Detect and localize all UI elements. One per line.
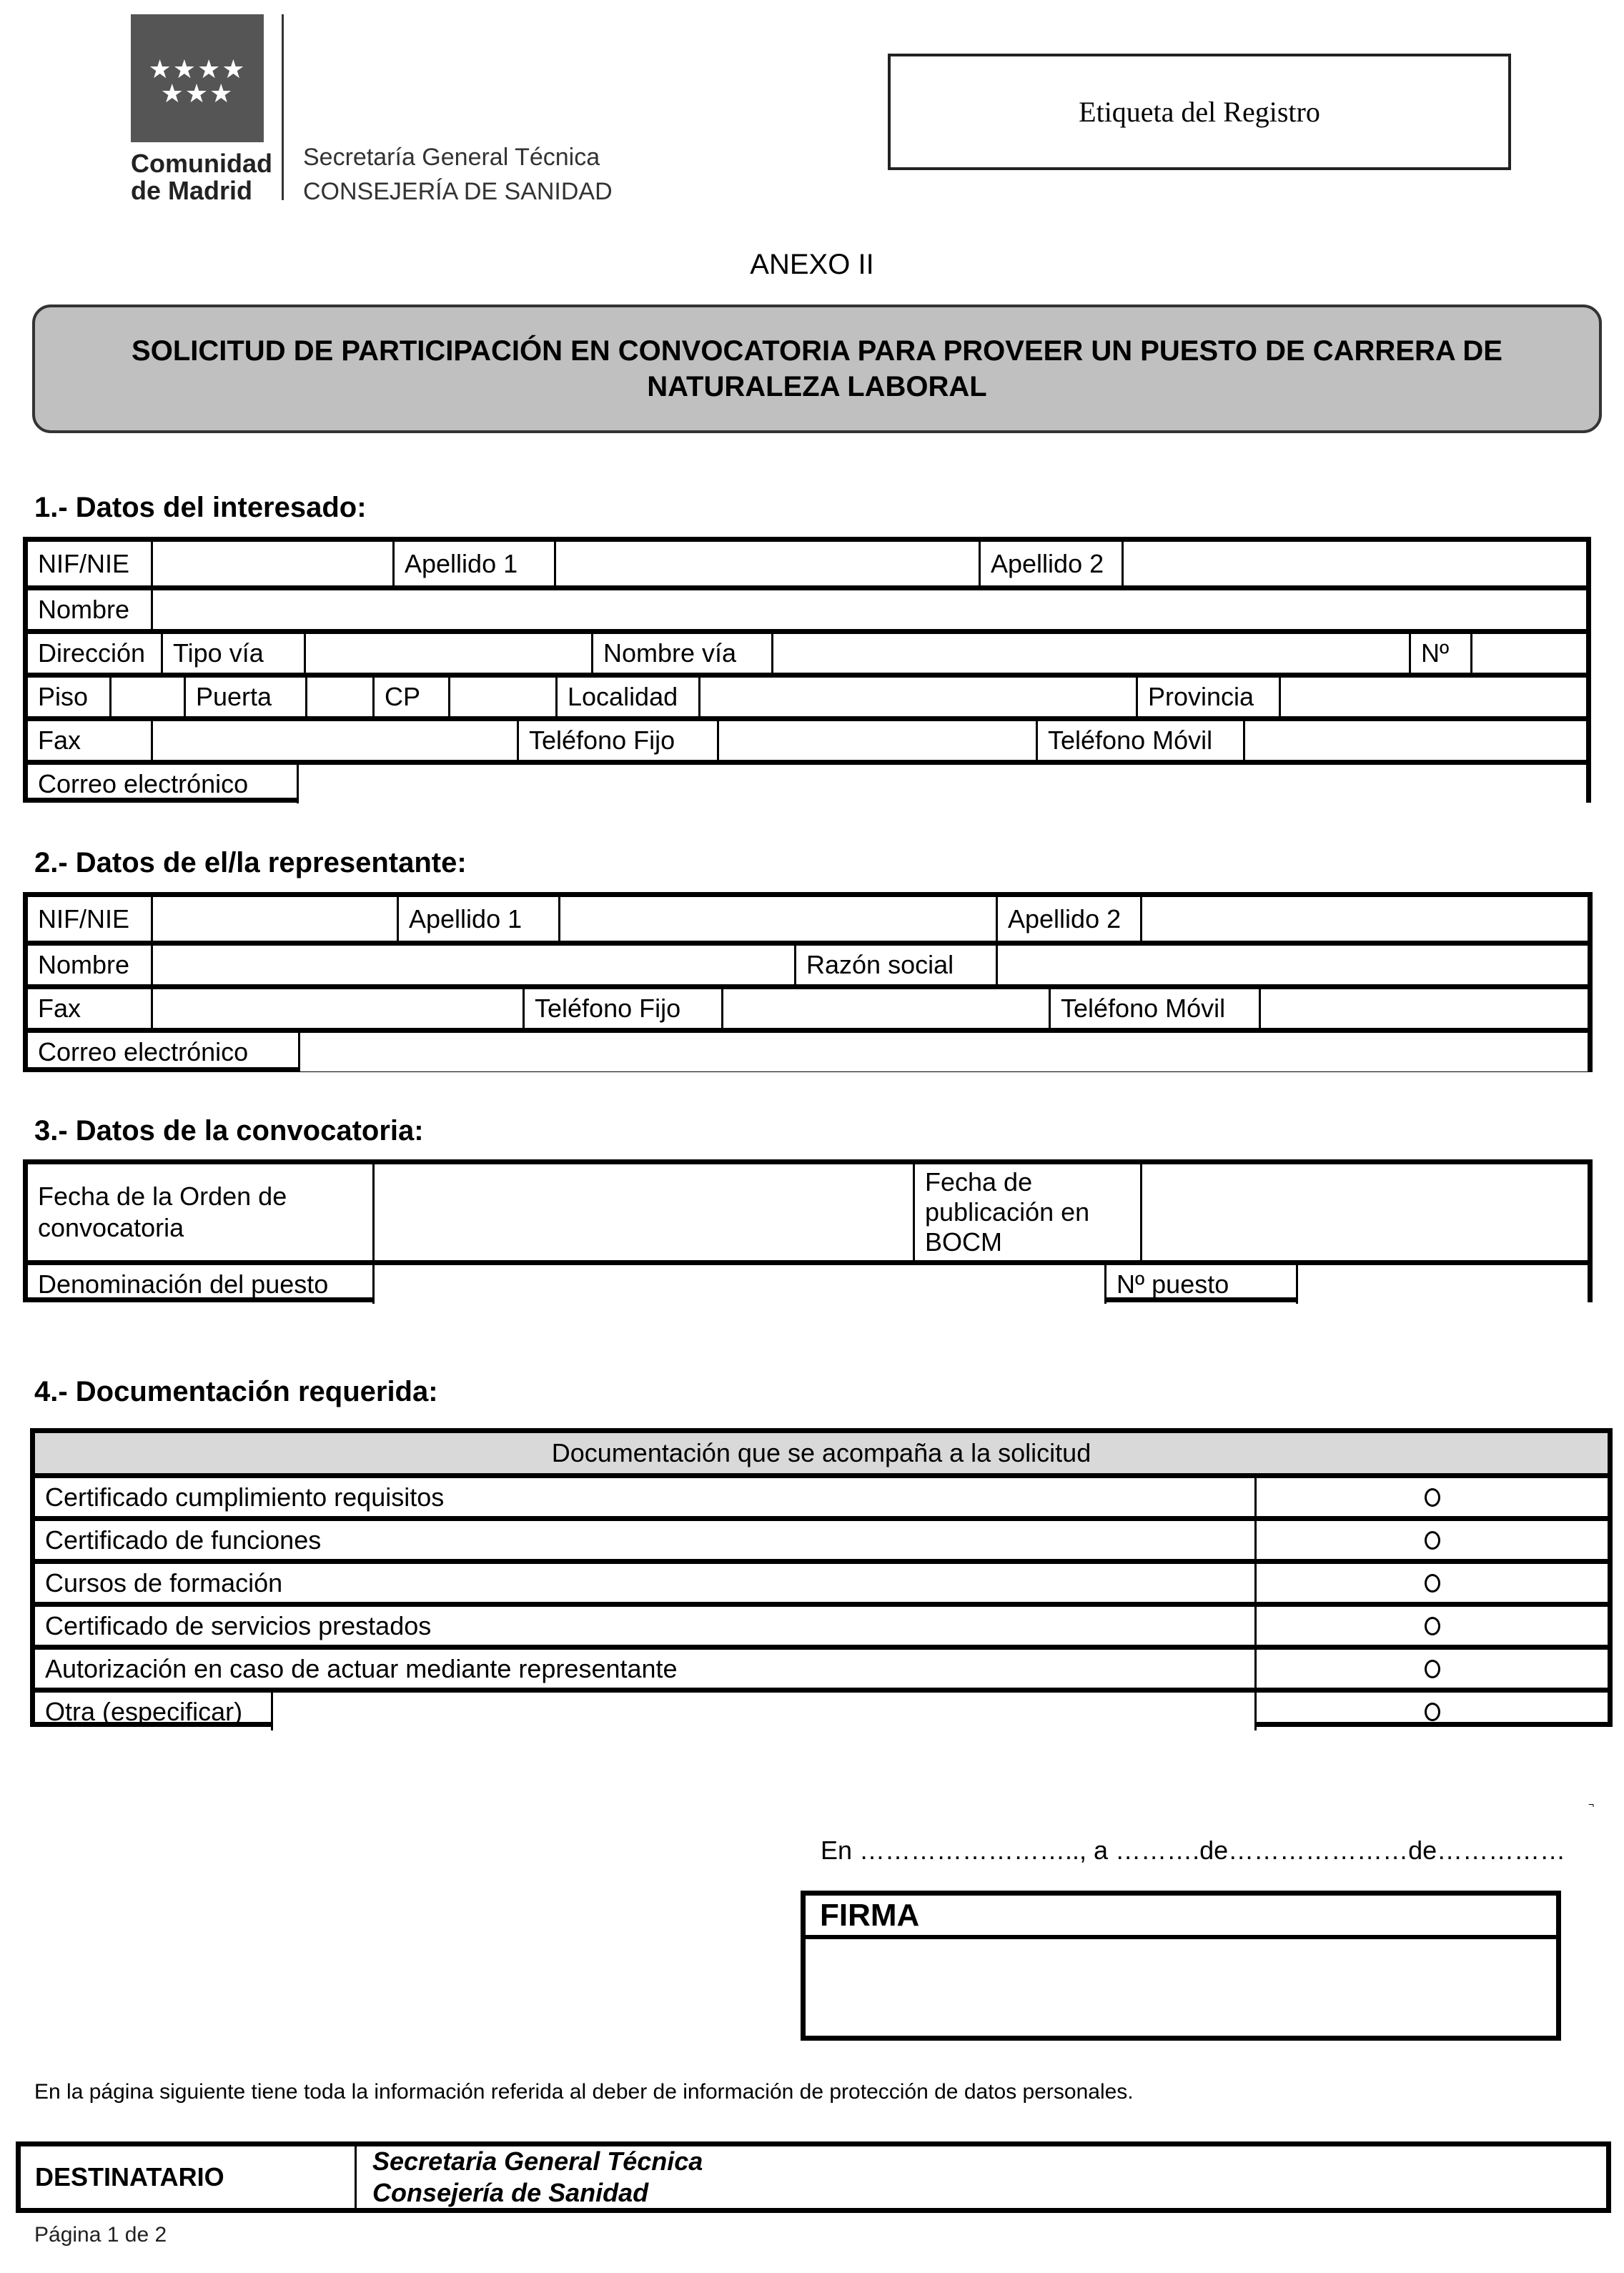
department-line-2: CONSEJERÍA DE SANIDAD	[303, 178, 613, 205]
telefono-fijo-field[interactable]	[721, 989, 1049, 1028]
label-puerta: Puerta	[184, 678, 305, 716]
destinatario-line-1: Secretaria General Técnica	[372, 2146, 703, 2176]
label-telefono-fijo: Teléfono Fijo	[523, 989, 721, 1028]
table-row	[35, 1602, 1608, 1645]
destinatario-line-2: Consejería de Sanidad	[372, 2178, 649, 2207]
radio-button[interactable]	[1425, 1660, 1440, 1678]
date-place-line[interactable]: En …………………….., a ……….de…………………de……………	[821, 1836, 1566, 1865]
puerta-field[interactable]	[305, 678, 372, 716]
table-row	[28, 984, 1588, 1028]
documentacion-table	[30, 1428, 1613, 1727]
telefono-movil-field[interactable]	[1243, 721, 1586, 760]
telefono-movil-field[interactable]	[1259, 989, 1588, 1028]
table-row	[28, 1028, 1588, 1071]
nif-field[interactable]	[151, 542, 392, 585]
doc-item-label: Certificado de funciones	[45, 1525, 322, 1555]
label-direccion: Dirección	[38, 638, 146, 668]
doc-item-radio-cell	[1254, 1693, 1608, 1730]
nif-field[interactable]	[151, 897, 397, 941]
section-4-heading: 4.- Documentación requerida:	[34, 1376, 438, 1407]
table-row	[35, 1645, 1608, 1688]
table-row	[35, 1473, 1608, 1516]
doc-item-label: Certificado de servicios prestados	[45, 1610, 432, 1640]
logo-wordmark	[131, 150, 272, 204]
cp-field[interactable]	[448, 678, 555, 716]
label-fecha-publicacion: Fecha de publicación en BOCM	[913, 1164, 1140, 1260]
section-3-heading: 3.- Datos de la convocatoria:	[34, 1115, 424, 1147]
correo-field[interactable]	[298, 1033, 1588, 1071]
table-header-row	[35, 1433, 1608, 1473]
page-title: SOLICITUD DE PARTICIPACIÓN EN CONVOCATORIA PARA PROVEER UN PUESTO DE CARRERA DE NATURALEZA LABORAL	[132, 335, 1502, 402]
convocatoria-table	[23, 1159, 1593, 1302]
table-row	[28, 941, 1588, 984]
doc-item-radio-cell	[1254, 1650, 1608, 1688]
radio-button[interactable]	[1425, 1617, 1440, 1635]
label-razon-social: Razón social	[794, 946, 996, 984]
otra-especificar-field[interactable]	[271, 1693, 1254, 1730]
corner-mark: ¬	[1588, 1798, 1595, 1810]
representante-table	[23, 892, 1593, 1072]
destinatario-value	[357, 2146, 703, 2208]
registry-label-box	[888, 54, 1511, 170]
tipo-via-field[interactable]	[304, 634, 591, 673]
piso-field[interactable]	[109, 678, 184, 716]
label-cp: CP	[372, 678, 448, 716]
section-2-heading: 2.- Datos de el/la representante:	[34, 847, 467, 878]
radio-button[interactable]	[1425, 1531, 1440, 1550]
label-fecha-orden: Fecha de la Orden de convocatoria	[38, 1182, 287, 1242]
label-denominacion: Denominación del puesto	[38, 1269, 329, 1299]
table-row	[35, 1516, 1608, 1559]
label-telefono-movil: Teléfono Móvil	[1036, 721, 1243, 760]
doc-item-label: Autorización en caso de actuar mediante representante	[45, 1653, 678, 1683]
label-nombre: Nombre	[38, 950, 130, 979]
provincia-field[interactable]	[1279, 678, 1586, 716]
correo-field[interactable]	[297, 765, 1586, 803]
section-1-heading: 1.- Datos del interesado:	[34, 492, 367, 523]
telefono-fijo-field[interactable]	[717, 721, 1036, 760]
department-name	[303, 140, 613, 209]
label-apellido2: Apellido 2	[979, 542, 1122, 585]
label-numero: Nº	[1409, 634, 1470, 673]
label-telefono-fijo: Teléfono Fijo	[517, 721, 717, 760]
registry-label-text: Etiqueta del Registro	[1079, 96, 1320, 128]
radio-button[interactable]	[1425, 1488, 1440, 1507]
label-telefono-movil: Teléfono Móvil	[1049, 989, 1259, 1028]
fecha-publicacion-field[interactable]	[1140, 1164, 1588, 1260]
apellido2-field[interactable]	[1122, 542, 1586, 585]
annex-label: ANEXO II	[750, 249, 874, 280]
fecha-orden-field[interactable]	[372, 1164, 913, 1260]
fax-field[interactable]	[151, 989, 523, 1028]
table-row	[35, 1559, 1608, 1602]
comunidad-madrid-logo	[131, 14, 264, 142]
doc-item-radio-cell	[1254, 1478, 1608, 1516]
apellido1-field[interactable]	[554, 542, 979, 585]
page-title-box	[32, 304, 1602, 433]
doc-item-radio-cell	[1254, 1521, 1608, 1559]
table-row	[28, 542, 1586, 585]
label-nif: NIF/NIE	[38, 903, 130, 934]
doc-item-radio-cell	[1254, 1607, 1608, 1645]
label-piso: Piso	[38, 682, 89, 711]
fax-field[interactable]	[151, 721, 517, 760]
interesado-table	[23, 537, 1591, 803]
radio-button[interactable]	[1425, 1703, 1440, 1721]
label-correo: Correo electrónico	[38, 1037, 249, 1066]
table-row	[28, 1164, 1588, 1260]
table-row	[28, 673, 1586, 716]
table-row	[28, 1260, 1588, 1304]
logo-line-2: de Madrid	[131, 176, 253, 205]
label-tipo-via: Tipo vía	[161, 634, 304, 673]
table-row	[28, 760, 1586, 803]
label-apellido1: Apellido 1	[392, 542, 554, 585]
logo-divider	[282, 14, 284, 200]
apellido1-field[interactable]	[558, 897, 996, 941]
table-row	[28, 716, 1586, 760]
nombre-field[interactable]	[151, 946, 794, 984]
table-row	[28, 629, 1586, 673]
doc-item-label: Otra (especificar)	[45, 1696, 243, 1726]
table-row	[35, 1688, 1608, 1730]
doc-item-radio-cell	[1254, 1564, 1608, 1602]
label-nombre: Nombre	[38, 595, 130, 624]
numero-field[interactable]	[1470, 634, 1586, 673]
table-header: Documentación que se acompaña a la solicitud	[35, 1433, 1608, 1473]
data-protection-note: En la página siguiente tiene toda la información referida al deber de información de protección de datos personales.	[34, 2080, 1134, 2104]
razon-social-field[interactable]	[996, 946, 1588, 984]
label-localidad: Localidad	[555, 678, 698, 716]
label-provincia: Provincia	[1136, 678, 1279, 716]
label-nombre-via: Nombre vía	[591, 634, 771, 673]
page-number: Página 1 de 2	[34, 2223, 167, 2247]
destinatario-box	[16, 2141, 1611, 2213]
table-row	[28, 897, 1588, 941]
label-num-puesto: Nº puesto	[1104, 1265, 1296, 1304]
denominacion-field[interactable]	[372, 1265, 1104, 1304]
label-fax: Fax	[38, 994, 81, 1023]
label-apellido1: Apellido 1	[397, 897, 558, 941]
nombre-via-field[interactable]	[771, 634, 1409, 673]
signature-box[interactable]	[801, 1891, 1561, 2041]
label-apellido2: Apellido 2	[996, 897, 1140, 941]
doc-item-label: Certificado cumplimiento requisitos	[45, 1482, 445, 1512]
table-row	[28, 585, 1586, 629]
label-nif: NIF/NIE	[38, 548, 130, 578]
label-correo: Correo electrónico	[38, 769, 249, 798]
nombre-field[interactable]	[151, 590, 1586, 629]
label-fax: Fax	[38, 726, 81, 755]
department-line-1: Secretaría General Técnica	[303, 144, 600, 171]
signature-label: FIRMA	[806, 1896, 1556, 1939]
destinatario-label: DESTINATARIO	[21, 2146, 357, 2208]
num-puesto-field[interactable]	[1296, 1265, 1588, 1304]
radio-button[interactable]	[1425, 1574, 1440, 1593]
apellido2-field[interactable]	[1140, 897, 1588, 941]
logo-line-1: Comunidad	[131, 149, 272, 178]
seven-stars-icon: ★★★★ ★★★	[148, 54, 247, 108]
localidad-field[interactable]	[698, 678, 1136, 716]
doc-item-label: Cursos de formación	[45, 1568, 283, 1598]
